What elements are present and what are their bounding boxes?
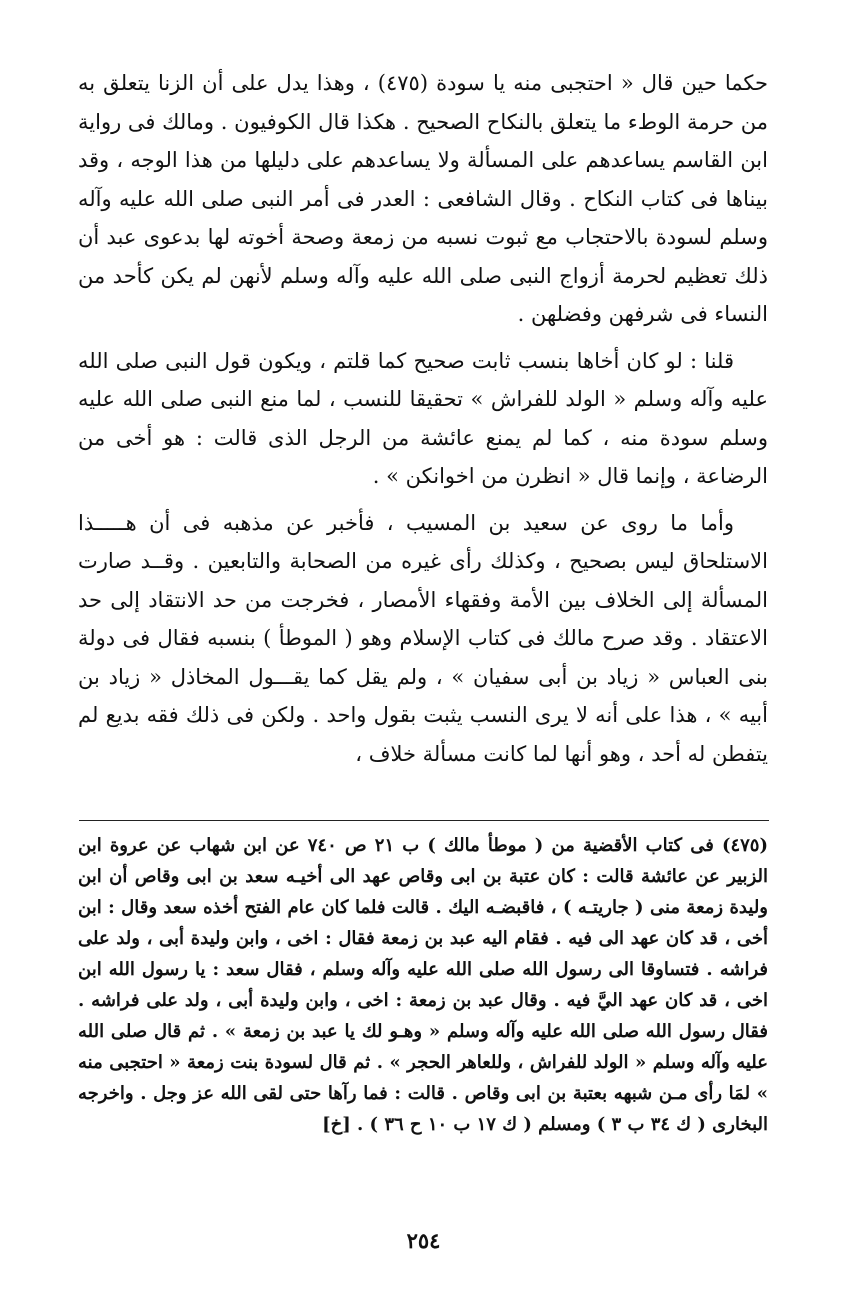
footnote: (٤٧٥) فى كتاب الأقضية من ( موطأ مالك ) ب ٢١ ص ٧٤٠ عن ابن شهاب عن عروة ابن الزبير عن عائشة قالت : كان عتبة بن ابى وقاص عهد الى أخيـه سعد بن ابى وقاص أن ابن وليدة زمعة منى ( جاريتـه ) ، فاقبضـه اليك . قالت فلما كان عام الفتح أخذه سعد وقال : ابن أخى ، قد كان عهد الى فيه . فقام اليه عبد بن زمعة فقال : اخى ، وابن وليدة أبى ، ولد على فراشه . فتساوقا الى رسول الله صلى الله عليه وآله وسلم ، فقال سعد : يا رسول الله ابن اخى ، قد كان عهد اليَّ فيه . وقال عبد بن زمعة : اخى ، وابن وليدة أبى ، ولد على فراشه . فقال رسول الله صلى الله عليه وآله وسلم « وهـو لك يا عبد بن زمعة » . ثم قال صلى الله عليه وآله وسلم « الولد للفراش ، وللعاهر الحجر » . ثم قال لسودة بنت زمعة « احتجبى منه » لمَا رأى مـن شبهه بعتبة بن ابى وقاص . قالت : فما رآها حتى لقى الله عز وجل . واخرجه البخارى ( ك ٣٤ ب ٣ ) ومسلم ( ك ١٧ ب ١٠ ح ٣٦ ) . [خ]: [78, 835, 769, 1135]
paragraph-1: حكما حين قال « احتجبى منه يا سودة (٤٧٥) ، وهذا يدل على أن الزنا يتعلق به من حرمة الوطء ما يتعلق بالنكاح الصحيح . هكذا قال الكوفيون . ومالك فى رواية ابن القاسم يساعدهم على المسألة ولا يساعدهم على دليلها من هذا الوجه ، وقد بيناها فى كتاب النكاح . وقال الشافعى : العدر فى أمر النبى صلى الله عليه وآله وسلم لسودة بالاحتجاب مع ثبوت نسبه من زمعة وصحة أخوته لها بدعوى عبد أن ذلك تعظيم لحرمة أزواج النبى صلى الله عليه وآله وسلم لأنهن لم يكن كأحد من النساء فى شرفهن وفضلهن .: [78, 71, 769, 326]
page-number: ٢٥٤: [406, 1228, 441, 1253]
paragraph-2: قلنا : لو كان أخاها بنسب ثابت صحيح كما قلتم ، ويكون قول النبى صلى الله عليه وآله وسلم « الولد للفراش » تحقيقا للنسب ، لما منع النبى صلى الله عليه وسلم سودة منه ، كما لم يمنع عائشة من الرجل الذى قالت : هو أخى من الرضاعة ، وإنما قال « انظرن من اخوانكن » .: [78, 348, 768, 488]
footnote-separator: [79, 820, 769, 821]
main-text: [78, 64, 768, 773]
paragraph-3: وأما ما روى عن سعيد بن المسيب ، فأخبر عن مذهبه فى أن هـــــذا الاستلحاق ليس بصحيح ، وكذلك رأى غيره من الصحابة والتابعين . وقــد صارت المسألة إلى الخلاف بين الأمة وفقهاء الأمصار ، فخرجت من حد الانتقاد إلى حد الاعتقاد . وقد صرح مالك فى كتاب الإسلام وهو ( الموطأ ) بنسبه فقال فى دولة بنى العباس « زياد بن أبى سفيان » ، ولم يقل كما يقـــول المخاذل « زياد بن أبيه » ، هذا على أنه لا يرى النسب يثبت بقول واحد . ولكن فى ذلك فقه بديع لم يتفطن له أحد ، وهو أنها لما كانت مسألة خلاف ،: [78, 510, 768, 766]
